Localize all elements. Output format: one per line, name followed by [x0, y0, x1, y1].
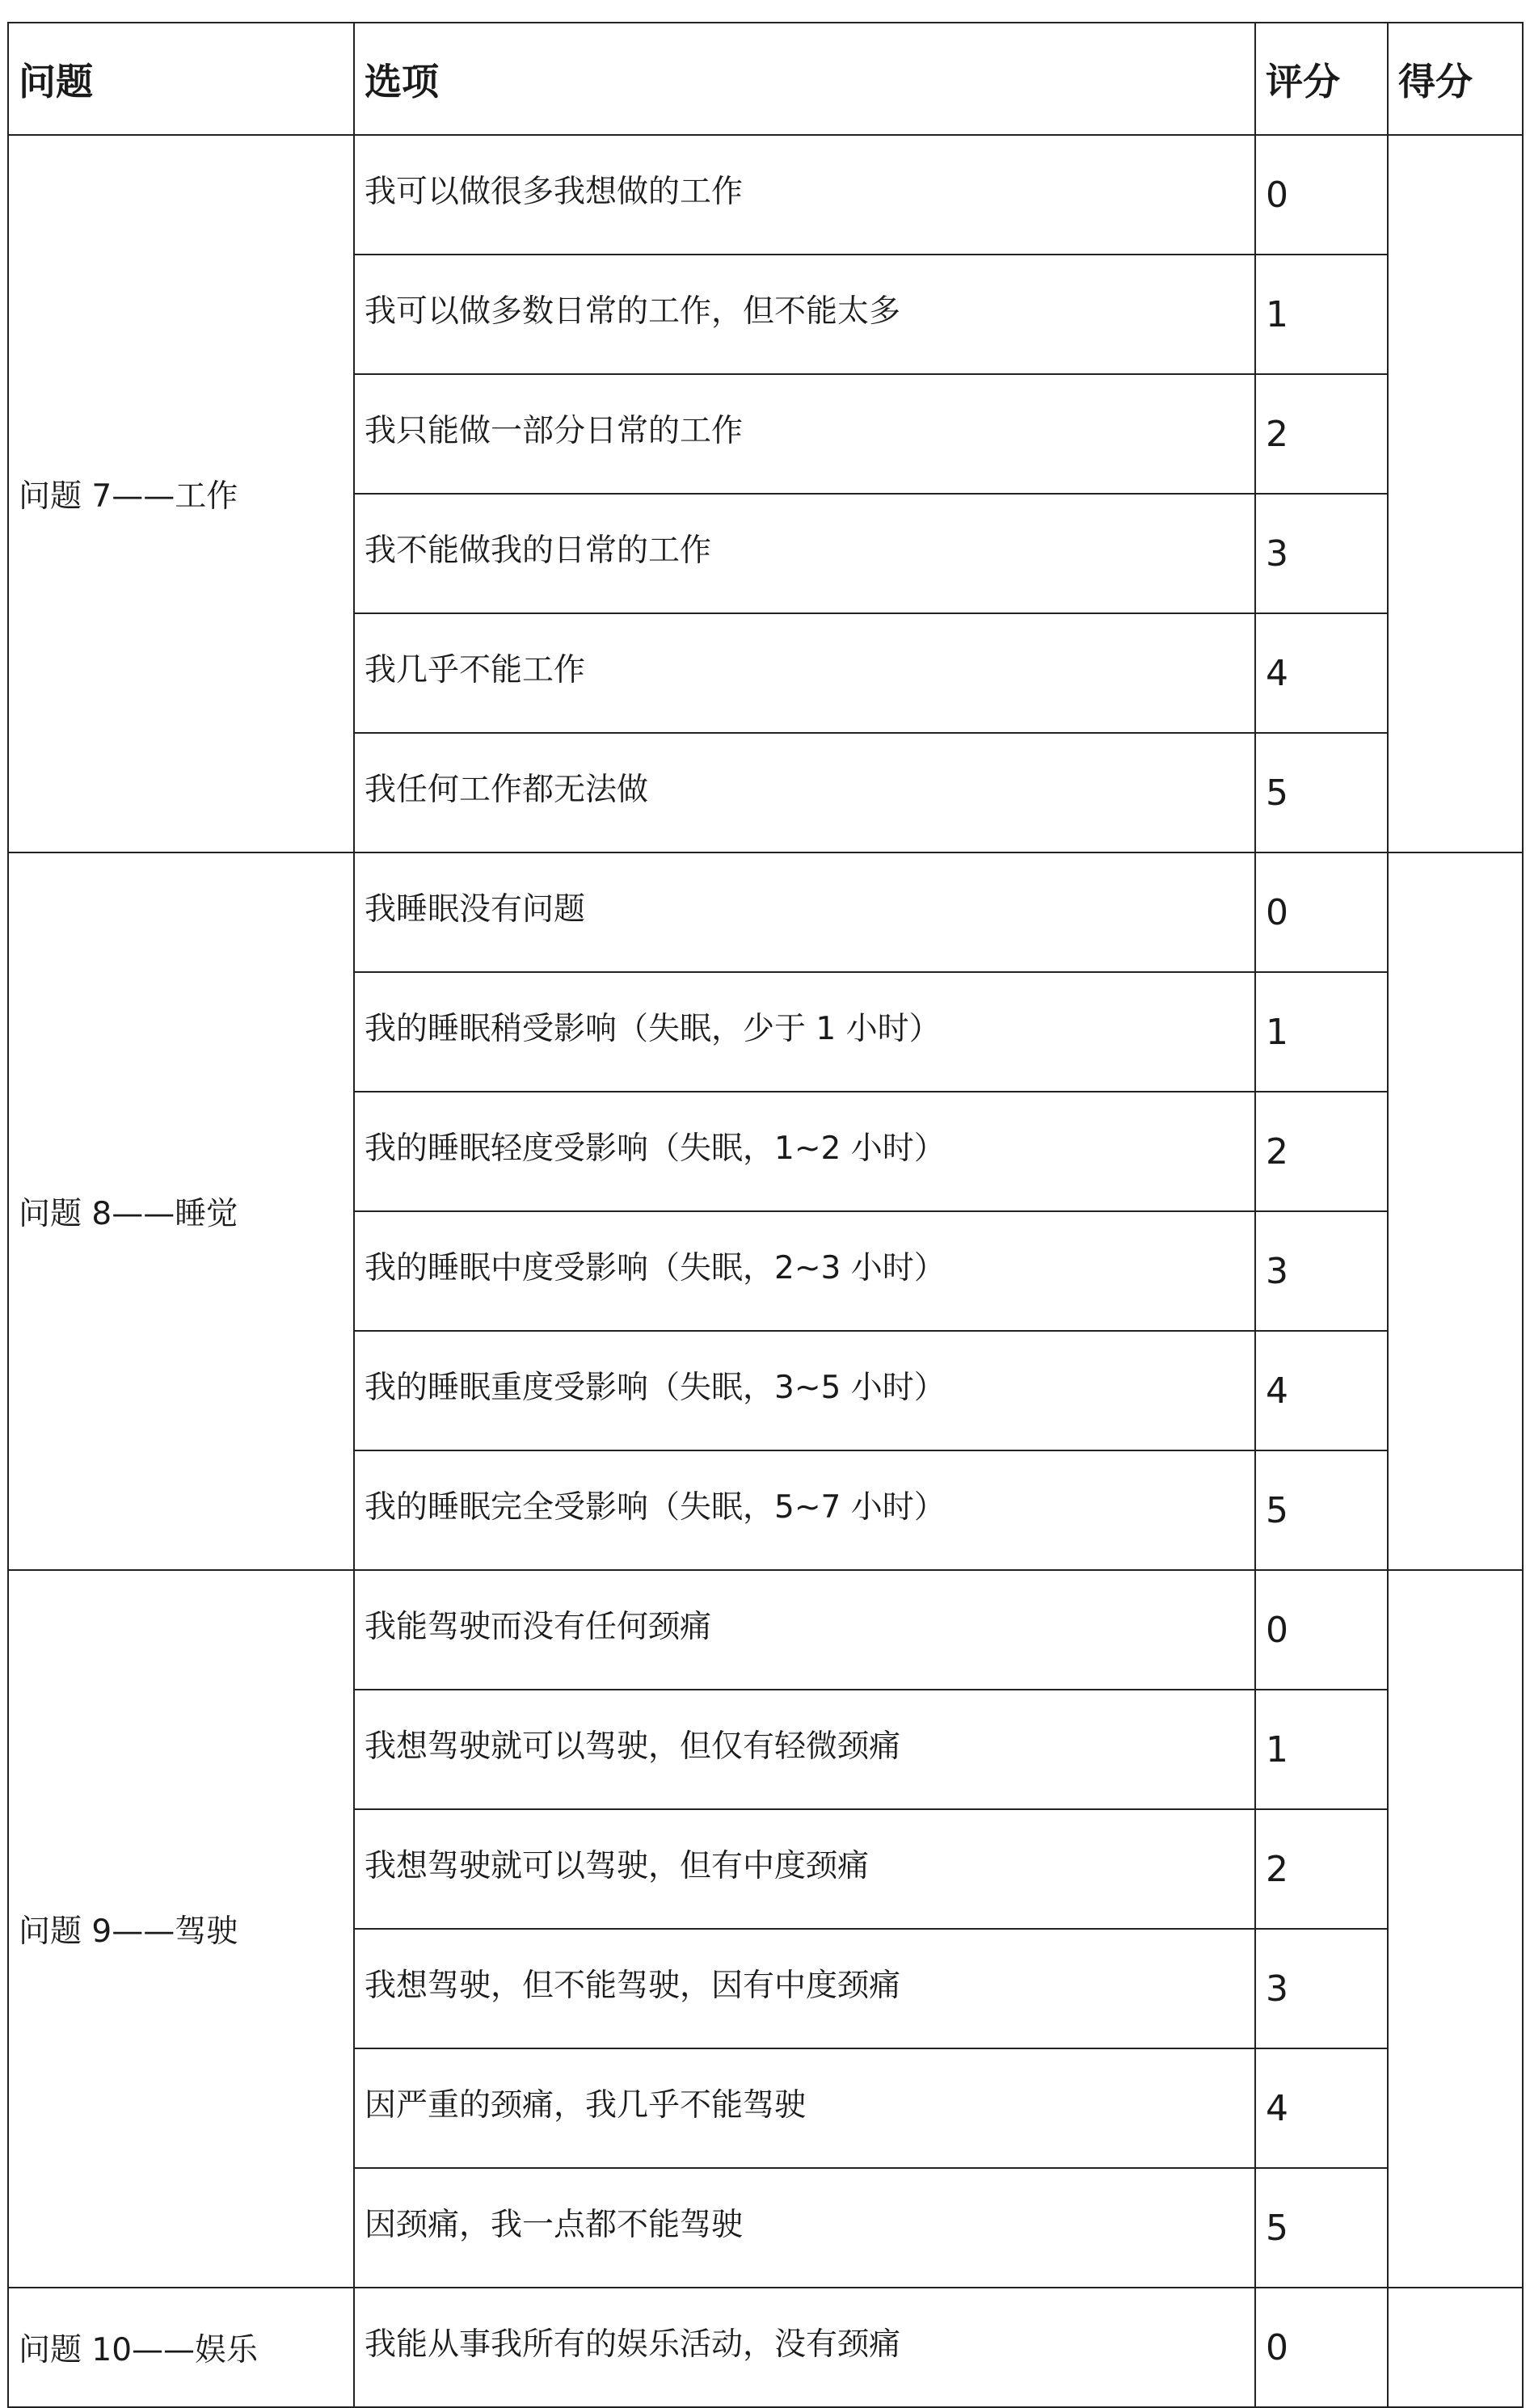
rating-value: 4 — [1255, 1331, 1388, 1450]
option-text: 我可以做很多我想做的工作 — [354, 135, 1255, 255]
option-text: 我任何工作都无法做 — [354, 733, 1255, 852]
option-text: 我不能做我的日常的工作 — [354, 494, 1255, 613]
option-text: 我的睡眠稍受影响（失眠，少于 1 小时） — [354, 972, 1255, 1092]
question-label: 问题 8——睡觉 — [8, 852, 354, 1570]
header-row — [8, 23, 1523, 135]
rating-value: 2 — [1255, 1092, 1388, 1211]
scoring-table — [7, 22, 1524, 2408]
option-text: 我想驾驶就可以驾驶，但有中度颈痛 — [354, 1809, 1255, 1929]
option-text: 我想驾驶就可以驾驶，但仅有轻微颈痛 — [354, 1690, 1255, 1809]
option-text: 我想驾驶，但不能驾驶，因有中度颈痛 — [354, 1929, 1255, 2048]
option-text: 我可以做多数日常的工作，但不能太多 — [354, 255, 1255, 374]
option-text: 我的睡眠重度受影响（失眠，3~5 小时） — [354, 1331, 1255, 1450]
header-score: 得分 — [1388, 23, 1523, 135]
question-label: 问题 10——娱乐 — [8, 2288, 354, 2407]
rating-value: 4 — [1255, 613, 1388, 733]
rating-value: 2 — [1255, 1809, 1388, 1929]
rating-value: 1 — [1255, 972, 1388, 1092]
option-text: 我几乎不能工作 — [354, 613, 1255, 733]
rating-value: 0 — [1255, 852, 1388, 972]
option-text: 我能从事我所有的娱乐活动，没有颈痛 — [354, 2288, 1255, 2407]
rating-value: 0 — [1255, 135, 1388, 255]
option-text: 因颈痛，我一点都不能驾驶 — [354, 2168, 1255, 2288]
score-cell[interactable] — [1388, 135, 1523, 852]
rating-value: 3 — [1255, 1211, 1388, 1331]
question-label: 问题 9——驾驶 — [8, 1570, 354, 2288]
option-text: 我能驾驶而没有任何颈痛 — [354, 1570, 1255, 1690]
rating-value: 4 — [1255, 2048, 1388, 2168]
header-rating: 评分 — [1255, 23, 1388, 135]
rating-value: 3 — [1255, 1929, 1388, 2048]
question-label: 问题 7——工作 — [8, 135, 354, 852]
option-text: 我的睡眠中度受影响（失眠，2~3 小时） — [354, 1211, 1255, 1331]
header-option: 选项 — [354, 23, 1255, 135]
score-cell[interactable] — [1388, 2288, 1523, 2407]
option-text: 我只能做一部分日常的工作 — [354, 374, 1255, 494]
option-text: 因严重的颈痛，我几乎不能驾驶 — [354, 2048, 1255, 2168]
option-text: 我睡眠没有问题 — [354, 852, 1255, 972]
table-row — [8, 852, 1523, 972]
rating-value: 5 — [1255, 733, 1388, 852]
rating-value: 3 — [1255, 494, 1388, 613]
option-text: 我的睡眠轻度受影响（失眠，1~2 小时） — [354, 1092, 1255, 1211]
option-text: 我的睡眠完全受影响（失眠，5~7 小时） — [354, 1450, 1255, 1570]
rating-value: 0 — [1255, 1570, 1388, 1690]
table-row — [8, 135, 1523, 255]
table-row — [8, 1570, 1523, 1690]
rating-value: 5 — [1255, 2168, 1388, 2288]
header-question: 问题 — [8, 23, 354, 135]
rating-value: 1 — [1255, 255, 1388, 374]
score-cell[interactable] — [1388, 1570, 1523, 2288]
rating-value: 1 — [1255, 1690, 1388, 1809]
rating-value: 5 — [1255, 1450, 1388, 1570]
questionnaire-sheet — [7, 22, 1522, 2368]
rating-value: 0 — [1255, 2288, 1388, 2407]
rating-value: 2 — [1255, 374, 1388, 494]
table-row — [8, 2288, 1523, 2407]
score-cell[interactable] — [1388, 852, 1523, 1570]
table-body — [8, 135, 1523, 2407]
